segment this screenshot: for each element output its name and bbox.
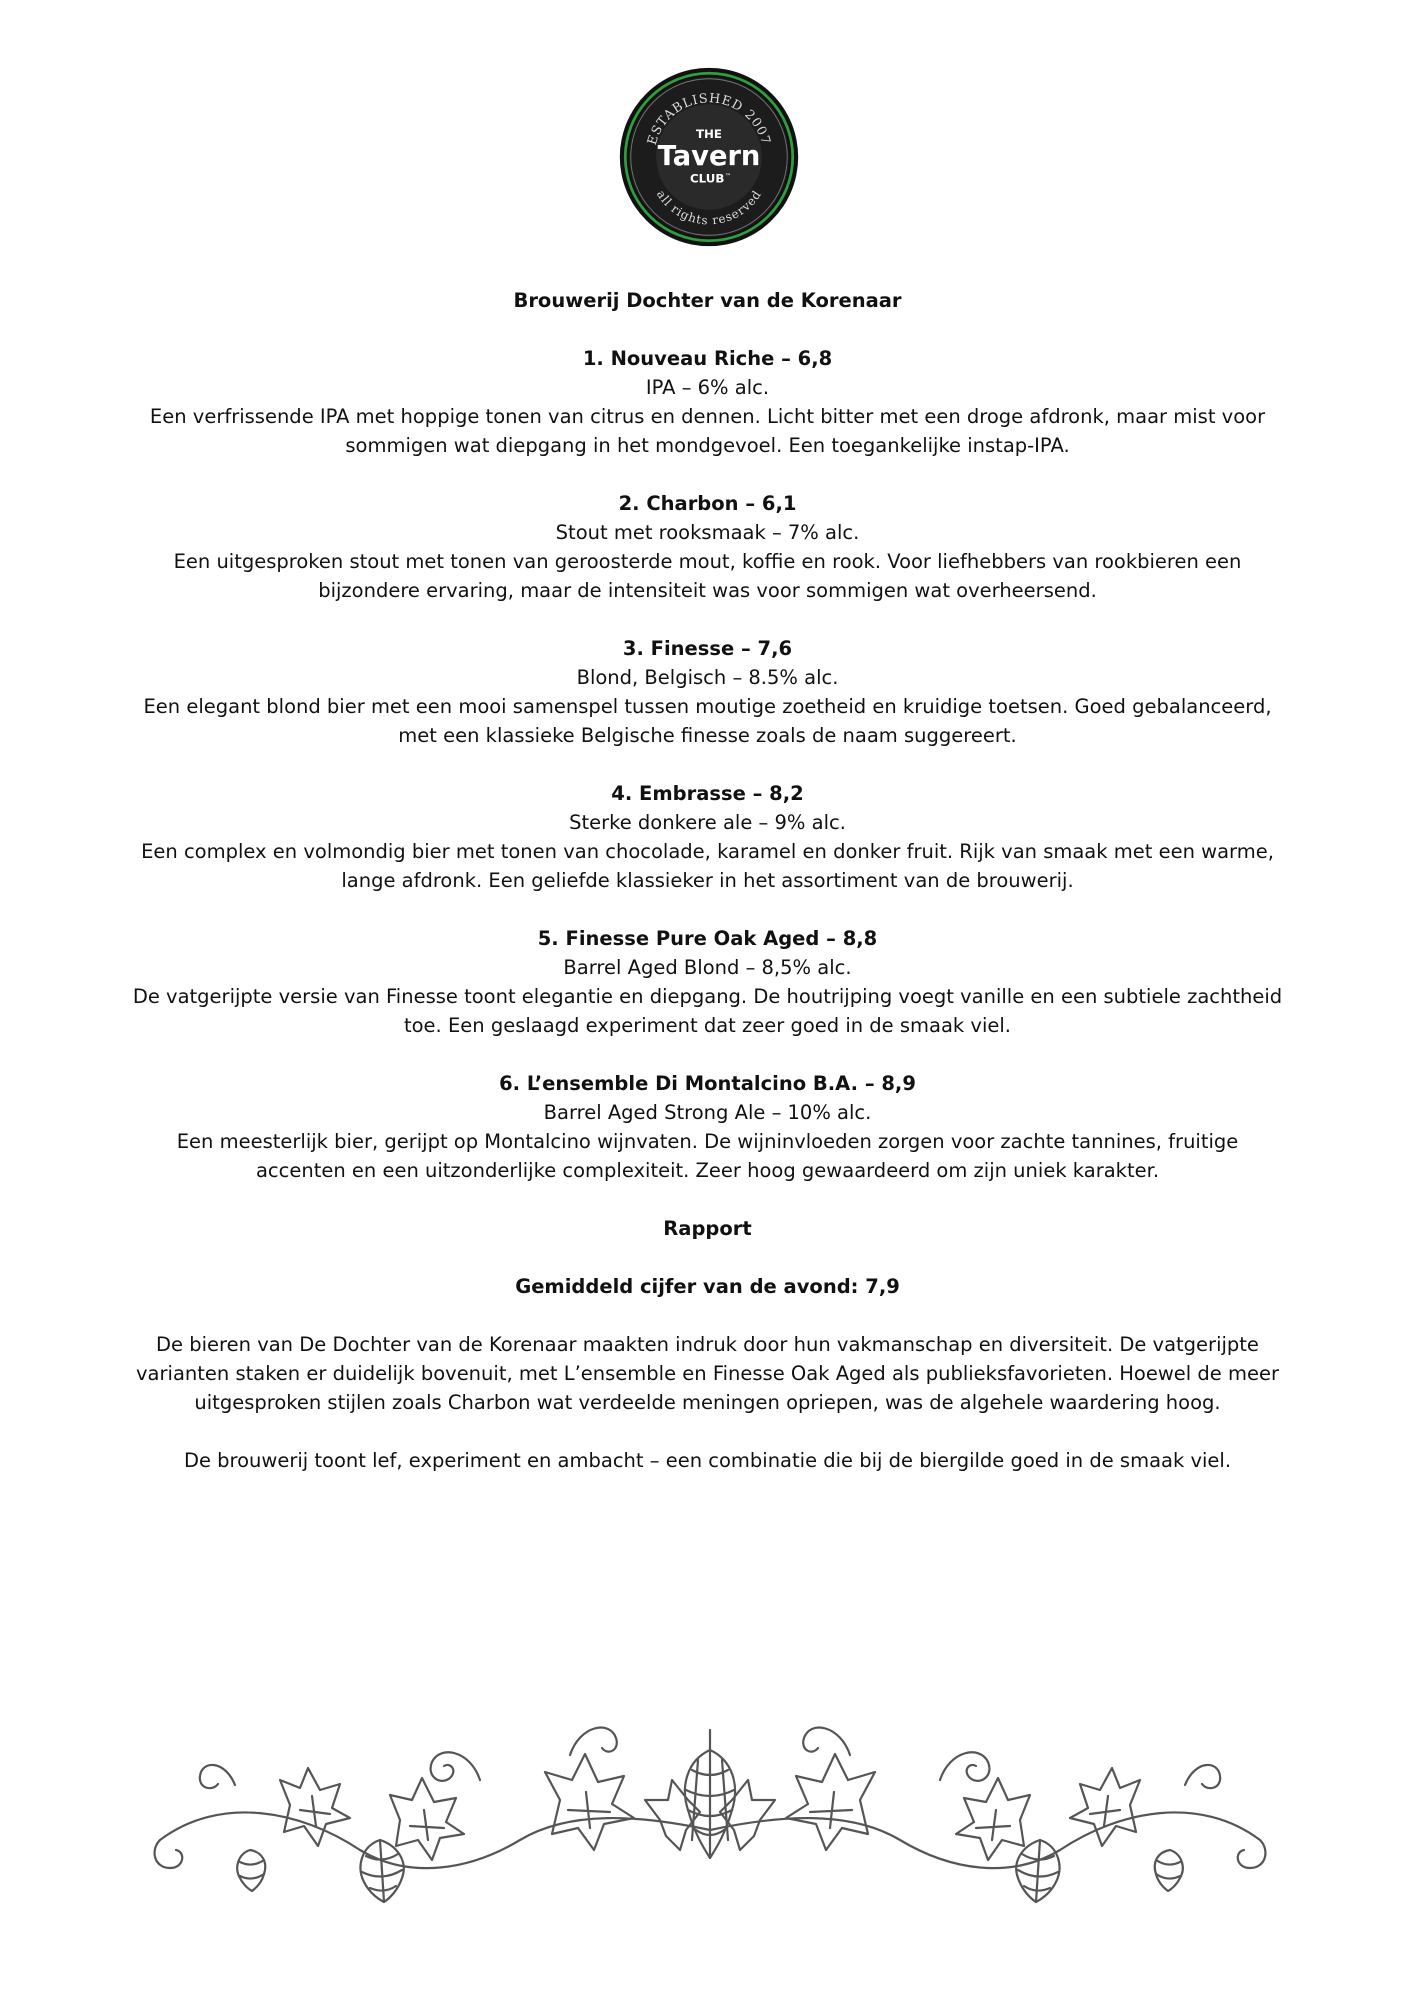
document-body — [130, 286, 1285, 1504]
document-title: Brouwerij Dochter van de Korenaar — [513, 289, 902, 312]
tavern-club-logo — [618, 66, 800, 248]
hop-vine-ornament-icon — [140, 1700, 1280, 1905]
beer-entry — [130, 779, 1285, 895]
logo-tm: ™ — [724, 171, 732, 180]
beer-description: De vatgerijpte versie van Finesse toont elegantie en diepgang. De houtrijping voegt vanille en een subtiele zachtheid toe. Een geslaagd experiment dat zeer goed in de smaak viel. — [132, 985, 1283, 1037]
beer-style: IPA – 6% alc. — [645, 376, 770, 399]
beer-entry — [130, 1069, 1285, 1185]
beer-description: Een verfrissende IPA met hoppige tonen van citrus en dennen. Licht bitter met een droge afdronk, maar mist voor sommigen wat diepgang in het mondgevoel. Een toegankelijke instap-IPA. — [149, 405, 1266, 457]
beer-description: Een meesterlijk bier, gerijpt op Montalcino wijnvaten. De wijninvloeden zorgen voor zachte tannines, fruitige accenten en een uitzonderlijke complexiteit. Zeer hoog gewaardeerd om zijn uniek karakter. — [176, 1130, 1239, 1182]
rapport-paragraph: De bieren van De Dochter van de Korenaar maakten indruk door hun vakmanschap en diversiteit. De vatgerijpte varianten staken er duidelijk bovenuit, met L’ensemble en Finesse Oak Aged als publieksfavorieten. Hoewel de meer uitgesproken stijlen zoals Charbon wat verdeelde meningen opriepen, was de algehele waardering hoog. — [136, 1333, 1279, 1414]
beer-description: Een uitgesproken stout met tonen van geroosterde mout, koffie en rook. Voor liefhebbers van rookbieren een bijzondere ervaring, maar de intensiteit was voor sommigen wat overheersend. — [173, 550, 1242, 602]
logo-line3: CLUB — [689, 171, 725, 186]
logo-top-text: ESTABLISHED 2007 — [644, 91, 774, 147]
beer-entry — [130, 344, 1285, 460]
beer-description: Een elegant blond bier met een mooi samenspel tussen moutige zoetheid en kruidige toetsen. Goed gebalanceerd, met een klassieke Belgische finesse zoals de naam suggereert. — [143, 695, 1272, 747]
logo-bottom-text: all rights reserved — [653, 187, 765, 228]
beer-description: Een complex en volmondig bier met tonen van chocolade, karamel en donker fruit. Rijk van smaak met een warme, lange afdronk. Een geliefde klassieker in het assortiment van de brouwerij. — [141, 840, 1274, 892]
beer-entry — [130, 489, 1285, 605]
average-score: Gemiddeld cijfer van de avond: 7,9 — [515, 1275, 900, 1298]
logo-line1: THE — [695, 126, 723, 141]
beer-name: 6. L’ensemble Di Montalcino B.A. – 8,9 — [499, 1072, 916, 1095]
beer-entry — [130, 634, 1285, 750]
beer-style: Barrel Aged Strong Ale – 10% alc. — [543, 1101, 872, 1124]
beer-name: 1. Nouveau Riche – 6,8 — [582, 347, 833, 370]
beer-name: 4. Embrasse – 8,2 — [611, 782, 804, 805]
beer-style: Stout met rooksmaak – 7% alc. — [555, 521, 860, 544]
beer-name: 3. Finesse – 7,6 — [622, 637, 793, 660]
beer-style: Blond, Belgisch – 8.5% alc. — [576, 666, 839, 689]
beer-style: Sterke donkere ale – 9% alc. — [569, 811, 846, 834]
beer-style: Barrel Aged Blond – 8,5% alc. — [563, 956, 852, 979]
beer-entry — [130, 924, 1285, 1040]
beer-name: 2. Charbon – 6,1 — [618, 492, 797, 515]
logo-line2: Tavern — [657, 141, 761, 173]
beer-name: 5. Finesse Pure Oak Aged – 8,8 — [537, 927, 878, 950]
rapport-closing: De brouwerij toont lef, experiment en ambacht – een combinatie die bij de biergilde goed in de smaak viel. — [183, 1449, 1232, 1472]
rapport-heading: Rapport — [663, 1217, 752, 1240]
